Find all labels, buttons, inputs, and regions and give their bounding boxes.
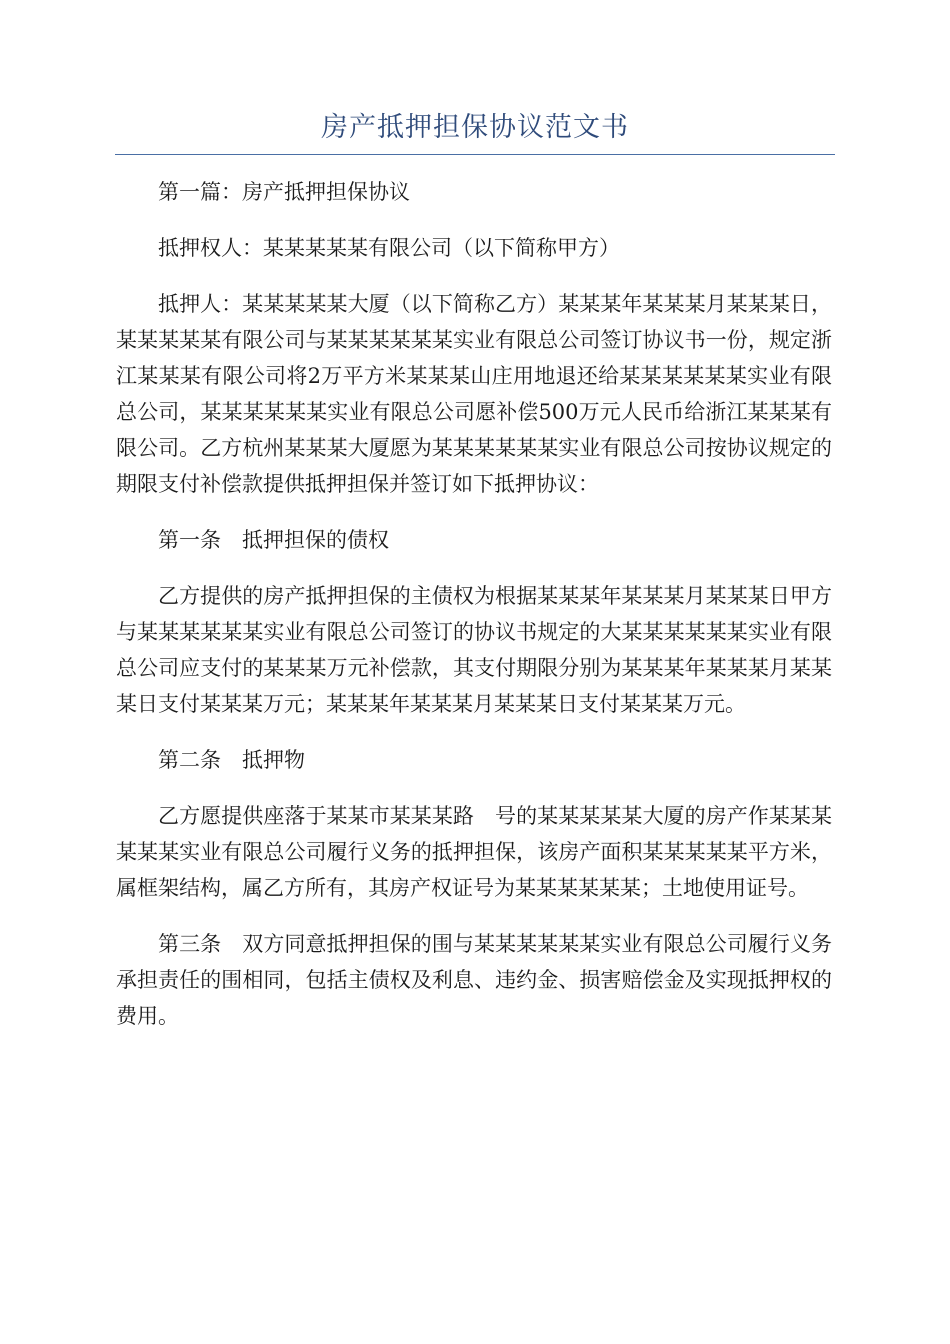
document-body <box>116 174 832 1054</box>
mortgagor-paragraph: 抵押人：某某某某某大厦（以下简称乙方）某某某年某某某月某某某日，某某某某某有限公司与某某某某某某实业有限总公司签订协议书一份，规定浙江某某某有限公司将2万平方米某某某山庄用地退还给某某某某某某实业有限总公司，某某某某某某实业有限总公司愿补偿500万元人民币给浙江某某某有限公司。乙方杭州某某某大厦愿为某某某某某某实业有限总公司按协议规定的期限支付补偿款提供抵押担保并签订如下抵押协议： <box>116 292 832 496</box>
article-2-body: 乙方愿提供座落于某某市某某某路 号的某某某某某大厦的房产作某某某某某某实业有限总公司履行义务的抵押担保，该房产面积某某某某某平方米，属框架结构，属乙方所有，其房产权证号为某某某某某某；土地使用证号。 <box>116 804 832 900</box>
chapter-heading: 第一篇：房产抵押担保协议 <box>158 180 410 204</box>
mortgagee-line: 抵押权人：某某某某某有限公司（以下简称甲方） <box>158 236 620 260</box>
article-3-body: 第三条 双方同意抵押担保的围与某某某某某某实业有限总公司履行义务承担责任的围相同，包括主债权及利息、违约金、损害赔偿金及实现抵押权的费用。 <box>116 932 832 1028</box>
article-1-body: 乙方提供的房产抵押担保的主债权为根据某某某年某某某月某某某日甲方与某某某某某某实业有限总公司签订的协议书规定的大某某某某某某实业有限总公司应支付的某某某万元补偿款，其支付期限分别为某某某年某某某月某某某日支付某某某万元；某某某年某某某月某某某日支付某某某万元。 <box>116 584 832 716</box>
article-2-heading: 第二条 抵押物 <box>158 748 305 772</box>
title-underline <box>115 154 835 155</box>
document-title: 房产抵押担保协议范文书 <box>321 112 629 143</box>
article-1-heading: 第一条 抵押担保的债权 <box>158 528 389 552</box>
